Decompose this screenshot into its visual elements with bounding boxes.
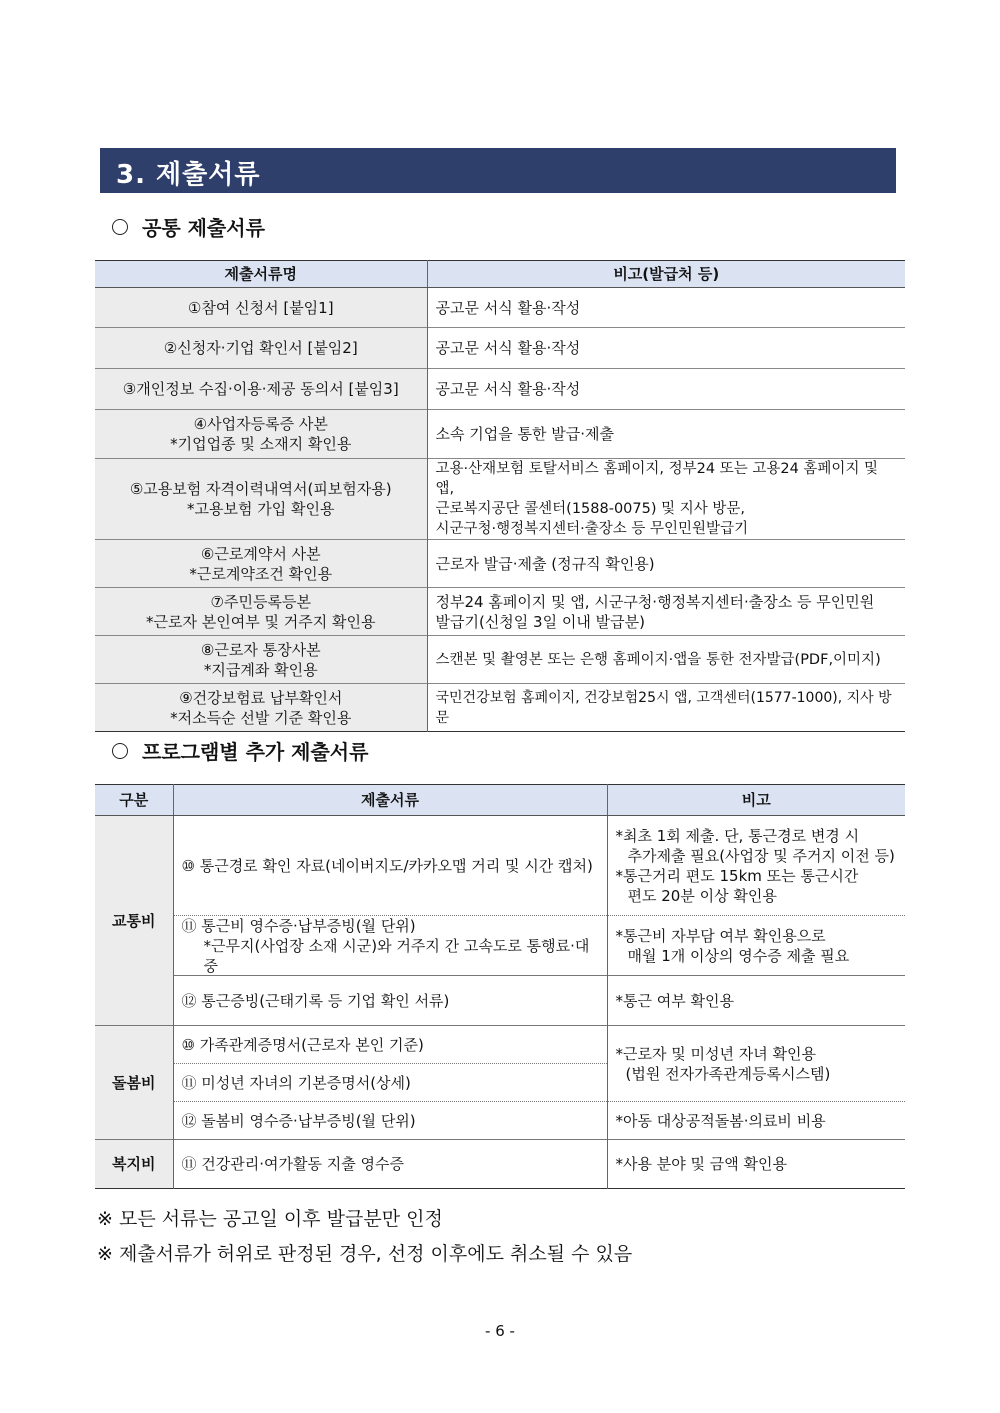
page-number: - 6 - (485, 1322, 515, 1340)
doc-note: 발급기(신청일 3일 이내 발급분) (435, 612, 645, 631)
remark-line: *최초 1회 제출. 단, 통근경로 변경 시 (615, 826, 860, 845)
category-welfare: 복지비 (95, 1140, 173, 1189)
doc-item: ⑪ 통근비 영수증·납부증빙(월 단위) (181, 917, 416, 935)
table-row (95, 816, 905, 916)
remark-line: *통근비 자부담 여부 확인용으로 (615, 926, 826, 945)
category-transport: 교통비 (95, 816, 173, 1026)
table-row (95, 976, 905, 1026)
col-header-remarks: 비고 (607, 785, 905, 816)
circle-bullet-icon (112, 219, 128, 235)
doc-name: ⑨건강보험료 납부확인서 (179, 688, 343, 707)
doc-purpose: *지급계좌 확인용 (203, 660, 318, 679)
footnote: ※ 모든 서류는 공고일 이후 발급분만 인정 (97, 1208, 443, 1230)
col-header-note: 비고(발급처 등) (427, 261, 905, 288)
remark-line: 매월 1개 이상의 영수증 제출 필요 (627, 946, 850, 965)
doc-note: 스캔본 및 촬영본 또는 은행 홈페이지·앱을 통한 전자발급(PDF,이미지) (435, 651, 881, 668)
table-row (95, 588, 905, 636)
remark-line: 추가제출 필요(사업장 및 주거지 이전 등) (627, 846, 895, 865)
circle-bullet-icon (112, 743, 128, 759)
doc-item: ⑩ 통근경로 확인 자료(네이버지도/카카오맵 거리 및 시간 캡처) (173, 816, 607, 916)
category-care: 돌봄비 (95, 1026, 173, 1140)
common-heading-text: 공통 제출서류 (142, 216, 265, 240)
table-row (95, 1102, 905, 1140)
doc-note: 근로자 발급·제출 (정규직 확인용) (435, 554, 655, 573)
doc-name: ⑤고용보험 자격이력내역서(피보험자용) (129, 480, 392, 498)
col-header-category: 구분 (95, 785, 173, 816)
program-heading (112, 736, 368, 765)
table-row (95, 540, 905, 588)
doc-item-detail: *근무지(사업장 소재 시군)와 거주지 간 고속도로 통행료·대중 (203, 937, 590, 974)
doc-purpose: *고용보험 가입 확인용 (187, 500, 335, 518)
table-row (95, 328, 905, 369)
remark-line: *통근거리 편도 15km 또는 통근시간 (615, 866, 859, 885)
doc-note: 시군구청·행정복지센터·출장소 등 무인민원발급기 (435, 521, 749, 537)
doc-name: ⑧근로자 통장사본 (200, 640, 321, 659)
doc-purpose: *근로계약조건 확인용 (189, 564, 333, 583)
doc-item: ⑫ 통근증빙(근태기록 등 기업 확인 서류) (173, 976, 607, 1026)
table-row (95, 369, 905, 410)
common-heading (112, 212, 265, 241)
doc-name: ③개인정보 수집·이용·제공 동의서 [붙임3] (122, 380, 399, 398)
common-docs-table (95, 260, 905, 732)
doc-name: ②신청자·기업 확인서 [붙임2] (163, 339, 358, 357)
col-header-docs: 제출서류 (173, 785, 607, 816)
program-docs-table (95, 784, 905, 1189)
table-row (95, 684, 905, 732)
doc-name: ⑥근로계약서 사본 (200, 544, 321, 563)
doc-purpose: *기업업종 및 소재지 확인용 (170, 435, 352, 453)
doc-note: 소속 기업을 통한 발급·제출 (435, 425, 614, 443)
doc-note: 정부24 홈페이지 및 앱, 시군구청·행정복지센터·출장소 등 무인민원 (435, 592, 875, 611)
remark-line: (법원 전자가족관계등록시스템) (625, 1064, 831, 1083)
table-row (95, 1140, 905, 1189)
table-row (95, 916, 905, 976)
doc-name: ①참여 신청서 [붙임1] (187, 298, 334, 317)
remark-line: *사용 분야 및 금액 확인용 (607, 1140, 905, 1189)
col-header-doc-name: 제출서류명 (95, 261, 427, 288)
doc-note: 국민건강보험 홈페이지, 건강보험25시 앱, 고객센터(1577-1000), 지사 방문 (435, 689, 892, 726)
doc-note: 공고문 서식 활용·작성 (435, 298, 581, 317)
table-row (95, 636, 905, 684)
remark-line: *아동 대상공적돌봄·의료비 비용 (607, 1102, 905, 1140)
doc-note: 고용·산재보험 토탈서비스 홈페이지, 정부24 또는 고용24 홈페이지 및 앱, (435, 461, 879, 497)
section-title: 3. 제출서류 (116, 160, 261, 190)
doc-purpose: *근로자 본인여부 및 거주지 확인용 (146, 612, 376, 631)
doc-note: 공고문 서식 활용·작성 (435, 339, 581, 357)
table-row (95, 410, 905, 459)
program-heading-text: 프로그램별 추가 제출서류 (142, 740, 369, 764)
doc-note: 공고문 서식 활용·작성 (435, 380, 581, 398)
doc-item: ⑪ 건강관리·여가활동 지출 영수증 (173, 1140, 607, 1189)
remark-line: *통근 여부 확인용 (607, 976, 905, 1026)
section-header (100, 148, 896, 193)
remark-line: 편도 20분 이상 확인용 (627, 886, 777, 905)
doc-item: ⑫ 돌봄비 영수증·납부증빙(월 단위) (173, 1102, 607, 1140)
doc-item: ⑩ 가족관계증명서(근로자 본인 기준) (173, 1026, 607, 1064)
table-row (95, 459, 905, 540)
doc-note: 근로복지공단 콜센터(1588-0075) 및 지사 방문, (435, 501, 745, 517)
footnote: ※ 제출서류가 허위로 판정된 경우, 선정 이후에도 취소될 수 있음 (97, 1243, 633, 1265)
table-row (95, 288, 905, 328)
doc-name: ④사업자등록증 사본 (193, 415, 328, 433)
doc-remark (607, 816, 905, 916)
doc-item: ⑪ 미성년 자녀의 기본증명서(상세) (173, 1064, 607, 1102)
remark-line: *근로자 및 미성년 자녀 확인용 (615, 1044, 816, 1063)
table-row (95, 1026, 905, 1064)
doc-purpose: *저소득순 선발 기준 확인용 (170, 708, 352, 727)
doc-name: ⑦주민등록등본 (210, 592, 311, 611)
